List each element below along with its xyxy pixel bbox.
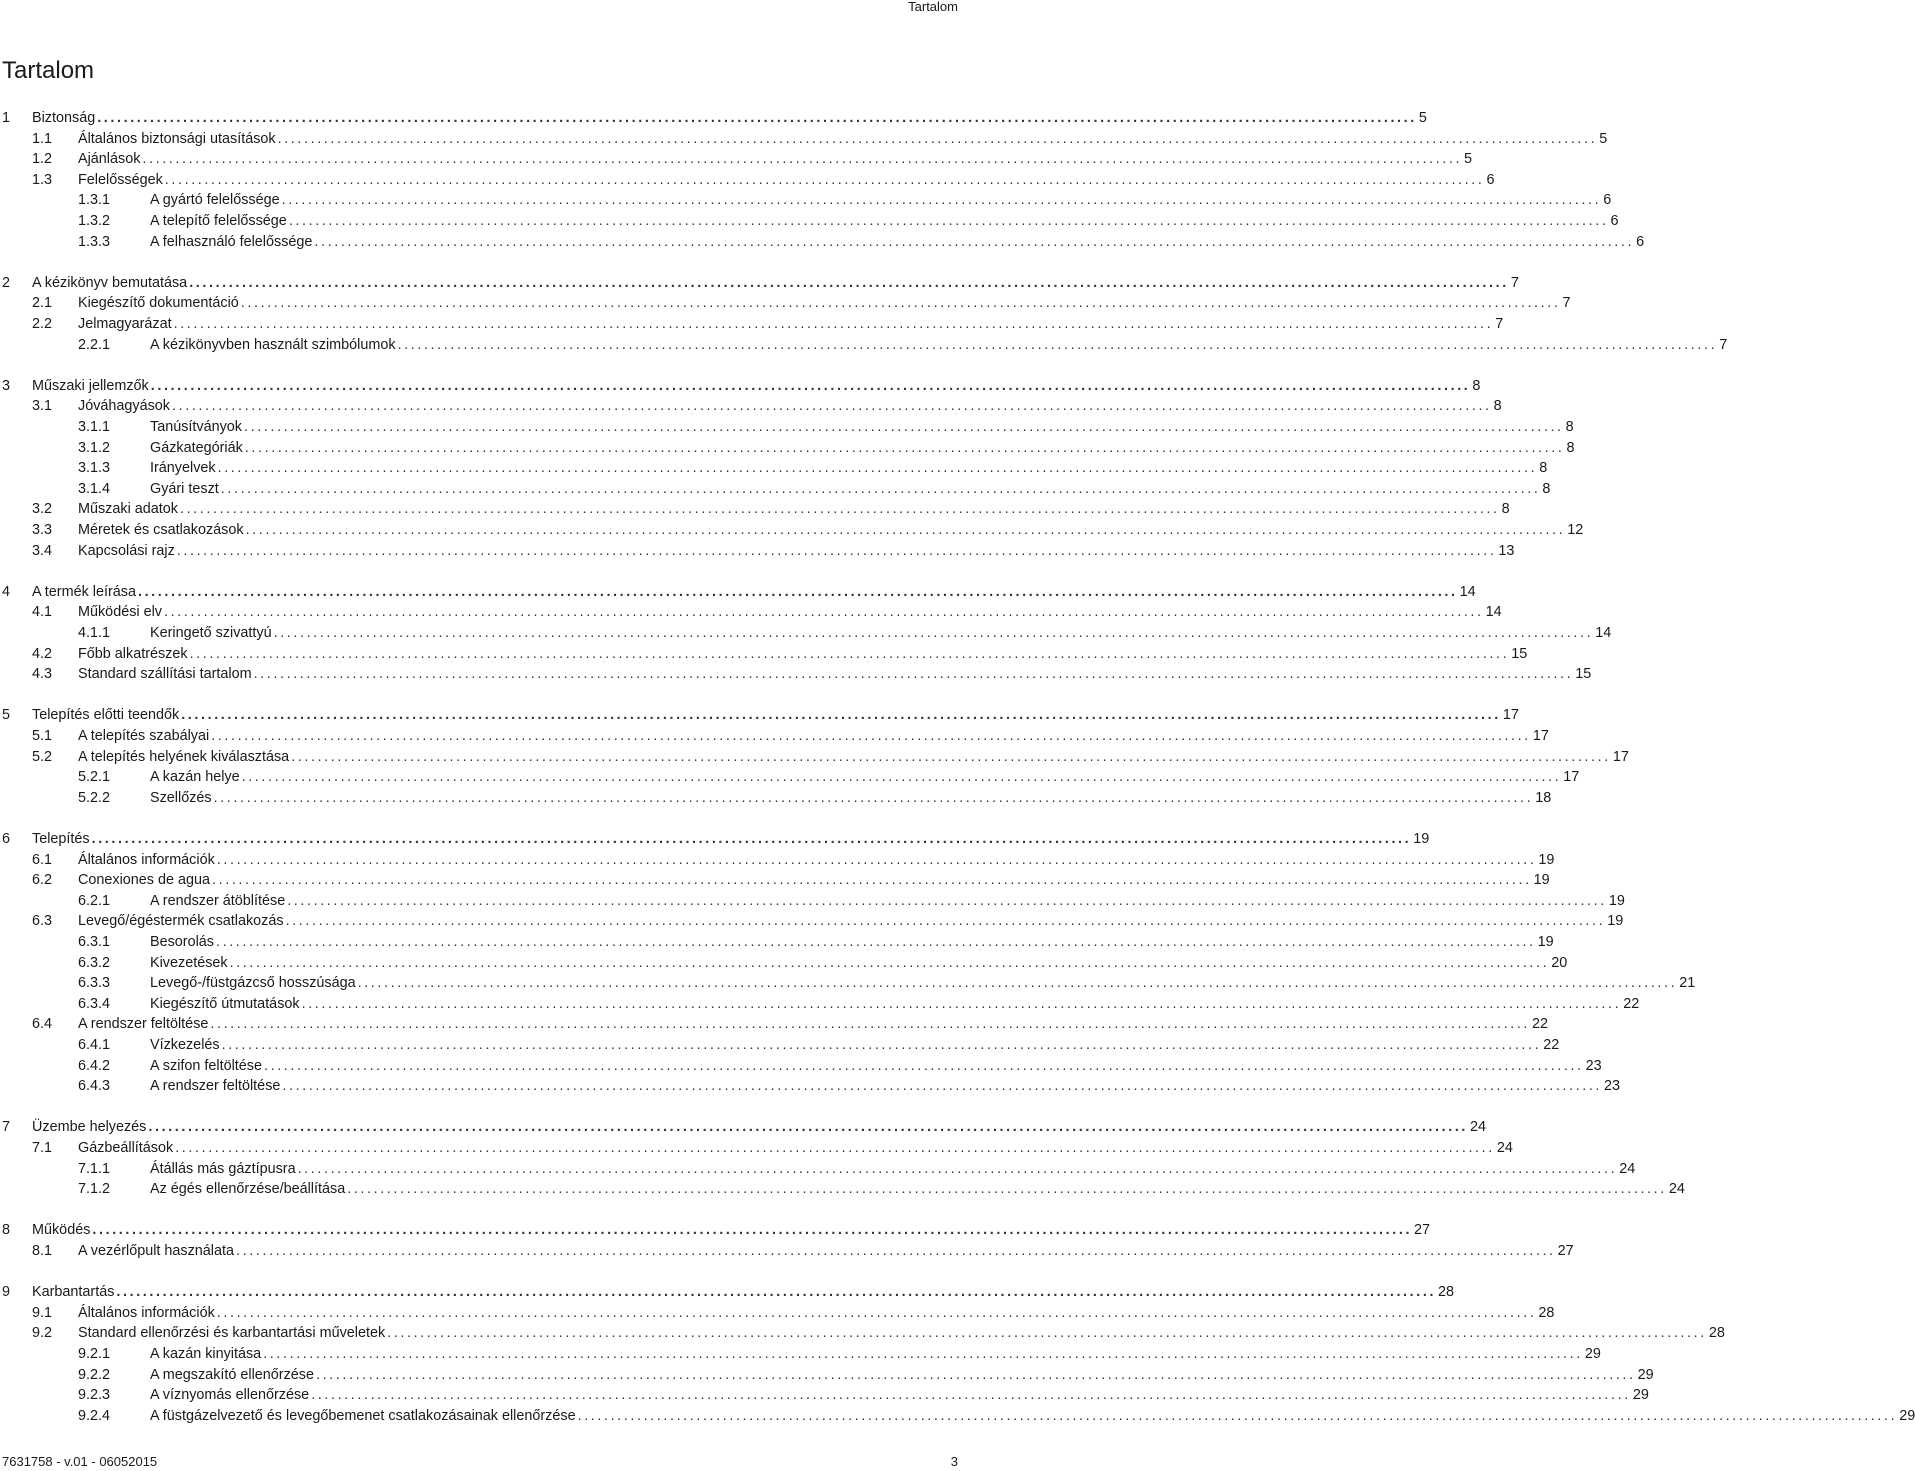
toc-entry-page: 29 <box>1632 1387 1649 1404</box>
toc-entry-1-2[interactable] <box>0 149 1473 170</box>
toc-entry-number: 1.3.2 <box>78 213 111 229</box>
toc-entry-title: Működési elv <box>78 604 162 621</box>
toc-entry-5[interactable] <box>0 705 1519 726</box>
toc-entry-6-4[interactable] <box>0 1014 1549 1035</box>
toc-entry-page: 7 <box>1495 316 1504 332</box>
document-code: 7631758 - v.01 - 06052015 <box>2 1454 158 1469</box>
toc-entry-title: Keringető szivattyú <box>150 625 272 641</box>
toc-entry-page: 27 <box>1414 1222 1431 1239</box>
toc-entry-title: Biztonság <box>32 110 96 126</box>
toc-entry-9-2-1[interactable] <box>0 1344 1601 1365</box>
dot-leader: ........................................................................................................................................................................................................ <box>163 604 1484 621</box>
toc-entry-page: 24 <box>1668 1181 1685 1198</box>
toc-entry-page: 20 <box>1551 954 1568 971</box>
dot-leader: ........................................................................................................................................................................................................ <box>142 151 1463 168</box>
toc-entry-title: Jóváhagyások <box>78 398 171 415</box>
toc-entry-number: 5.2.2 <box>78 789 111 806</box>
page-title: Tartalom <box>2 57 95 84</box>
toc-entry-title: Általános biztonsági utasítások <box>78 130 276 147</box>
toc-entry-number: 4.2 <box>32 645 53 662</box>
toc-entry-page: 5 <box>1418 110 1427 126</box>
toc-entry-page: 6 <box>1636 233 1645 250</box>
toc-entry-number: 2.2.1 <box>78 336 111 353</box>
toc-entry-title: Besorolás <box>150 934 214 950</box>
page-number: 3 <box>950 1454 958 1469</box>
toc-entry-6[interactable] <box>0 829 1430 850</box>
dot-leader: ........................................................................................................................................................................................................ <box>150 377 1471 394</box>
dot-leader: ........................................................................................................................................................................................................ <box>282 1078 1603 1095</box>
dot-leader: ........................................................................................................................................................................................................ <box>116 1284 1437 1301</box>
toc-entry-page: 18 <box>1535 789 1552 806</box>
toc-entry-page: 23 <box>1604 1078 1621 1095</box>
dot-leader: ........................................................................................................................................................................................................ <box>245 522 1566 538</box>
dot-leader: ........................................................................................................................................................................................................ <box>216 934 1536 950</box>
toc-entry-number: 3.1.2 <box>78 439 111 456</box>
toc-entry-6-3-4[interactable] <box>0 994 1640 1015</box>
toc-entry-title: Kiegészítő dokumentáció <box>78 295 239 312</box>
toc-entry-page: 15 <box>1575 666 1592 683</box>
toc-entry-6-1[interactable] <box>0 850 1555 871</box>
toc-entry-5-2-1[interactable] <box>0 767 1580 788</box>
toc-entry-7-1-1[interactable] <box>0 1159 1636 1180</box>
dot-leader: ........................................................................................................................................................................................................ <box>264 1057 1584 1074</box>
toc-entry-title: Ajánlások <box>78 151 141 168</box>
toc-entry-9-2-3[interactable] <box>0 1385 1649 1406</box>
toc-entry-page: 24 <box>1619 1160 1636 1177</box>
toc-entry-title: Szellőzés <box>150 789 212 806</box>
dot-leader: ........................................................................................................................................................................................................ <box>216 851 1537 868</box>
toc-entry-3-4[interactable] <box>0 541 1515 562</box>
toc-entry-7-1-2[interactable] <box>0 1179 1685 1200</box>
toc-entry-title: Telepítés <box>32 831 90 847</box>
toc-entry-title: Karbantartás <box>32 1284 115 1301</box>
toc-entry-page: 15 <box>1511 645 1528 662</box>
toc-entry-number: 6.3.4 <box>78 995 111 1012</box>
toc-entry-2-2-1[interactable] <box>0 335 1728 356</box>
toc-entry-3-1[interactable] <box>0 396 1502 417</box>
toc-entry-number: 6.3.1 <box>78 934 111 950</box>
toc-entry-5-1[interactable] <box>0 726 1549 747</box>
toc-entry-7[interactable] <box>0 1117 1487 1138</box>
toc-entry-number: 6.4 <box>32 1016 53 1033</box>
dot-leader: ........................................................................................................................................................................................................ <box>244 419 1564 435</box>
toc-entry-page: 17 <box>1502 707 1519 724</box>
dot-leader: ........................................................................................................................................................................................................ <box>357 975 1678 992</box>
toc-entry-1-3[interactable] <box>0 170 1495 191</box>
toc-entry-number: 6.4.2 <box>78 1057 111 1074</box>
toc-entry-title: Felelősségek <box>78 171 163 188</box>
dot-leader: ........................................................................................................................................................................................................ <box>253 666 1574 683</box>
toc-entry-title: Működés <box>32 1222 91 1239</box>
toc-entry-title: Kapcsolási rajz <box>78 542 175 559</box>
toc-entry-6-3[interactable] <box>0 911 1624 932</box>
toc-entry-1-3-3[interactable] <box>0 232 1645 253</box>
dot-leader: ........................................................................................................................................................................................................ <box>164 171 1485 188</box>
toc-entry-page: 13 <box>1498 542 1515 559</box>
toc-entry-4-1-1[interactable] <box>0 623 1612 644</box>
dot-leader: ........................................................................................................................................................................................................ <box>240 295 1561 312</box>
toc-entry-title: A rendszer feltöltése <box>78 1016 209 1033</box>
toc-entry-page: 29 <box>1584 1346 1601 1362</box>
dot-leader: ........................................................................................................................................................................................................ <box>236 1243 1556 1259</box>
toc-entry-page: 23 <box>1585 1057 1602 1074</box>
toc-entry-3-1-4[interactable] <box>0 479 1551 500</box>
toc-entry-8-1[interactable] <box>0 1241 1574 1262</box>
toc-entry-title: Gázkategóriák <box>150 439 243 456</box>
toc-entry-title: A kézikönyvben használt szimbólumok <box>150 336 396 353</box>
toc-entry-title: A termék leírása <box>32 583 136 600</box>
toc-entry-6-4-1[interactable] <box>0 1035 1560 1056</box>
toc-entry-page: 8 <box>1493 398 1502 415</box>
toc-entry-2-2[interactable] <box>0 314 1504 335</box>
toc-entry-page: 19 <box>1538 851 1555 868</box>
toc-entry-number: 6.2 <box>32 872 53 889</box>
toc-entry-6-2[interactable] <box>0 870 1550 891</box>
dot-leader: ........................................................................................................................................................................................................ <box>273 625 1594 641</box>
dot-leader: ........................................................................................................................................................................................................ <box>221 1037 1542 1053</box>
toc-entry-title: Az égés ellenőrzése/beállítása <box>150 1181 346 1198</box>
toc-entry-page: 8 <box>1566 439 1575 456</box>
toc-entry-number: 9.1 <box>32 1304 53 1321</box>
toc-entry-number: 6.4.1 <box>78 1037 111 1053</box>
toc-entry-page: 22 <box>1543 1037 1560 1053</box>
toc-entry-number: 5.2 <box>32 748 53 765</box>
dot-leader: ........................................................................................................................................................................................................ <box>301 995 1622 1012</box>
dot-leader: ........................................................................................................................................................................................................ <box>229 954 1550 971</box>
toc-entry-number: 7.1.2 <box>78 1181 111 1198</box>
toc-entry-7-1[interactable] <box>0 1138 1513 1159</box>
toc-entry-4-2[interactable] <box>0 644 1528 665</box>
toc-entry-6-3-3[interactable] <box>0 973 1696 994</box>
toc-entry-page: 5 <box>1599 130 1608 147</box>
toc-entry-page: 21 <box>1679 975 1696 992</box>
toc-entry-number: 4 <box>2 583 11 600</box>
toc-entry-number: 9.2.2 <box>78 1366 111 1383</box>
toc-entry-number: 1.3.1 <box>78 192 111 209</box>
dot-leader: ........................................................................................................................................................................................................ <box>213 789 1534 806</box>
toc-entry-title: A telepítés helyének kiválasztása <box>78 748 290 765</box>
toc-entry-number: 3.1.1 <box>78 419 111 435</box>
toc-entry-number: 2.2 <box>32 316 53 332</box>
toc-entry-number: 7.1 <box>32 1140 53 1156</box>
toc-entry-title: A rendszer feltöltése <box>150 1078 281 1095</box>
toc-entry-page: 29 <box>1637 1366 1654 1383</box>
toc-entry-number: 9.2.1 <box>78 1346 111 1362</box>
toc-entry-6-3-2[interactable] <box>0 953 1568 974</box>
toc-entry-title: Tanúsítványok <box>150 419 242 435</box>
dot-leader: ........................................................................................................................................................................................................ <box>189 645 1510 662</box>
toc-entry-page: 14 <box>1459 583 1476 600</box>
toc-entry-page: 22 <box>1623 995 1640 1012</box>
dot-leader: ........................................................................................................................................................................................................ <box>244 439 1565 456</box>
toc-entry-number: 4.3 <box>32 666 53 683</box>
toc-entry-3-1-1[interactable] <box>0 417 1574 438</box>
toc-entry-number: 6.3 <box>32 913 53 930</box>
toc-entry-page: 28 <box>1708 1325 1725 1342</box>
dot-leader: ........................................................................................................................................................................................................ <box>212 872 1532 889</box>
toc-entry-number: 9.2.3 <box>78 1387 111 1404</box>
toc-entry-9[interactable] <box>0 1282 1455 1303</box>
toc-entry-3-1-2[interactable] <box>0 438 1575 459</box>
toc-entry-number: 1.3.3 <box>78 233 111 250</box>
toc-entry-number: 3.1.4 <box>78 480 111 497</box>
toc-entry-page: 5 <box>1464 151 1473 168</box>
dot-leader: ........................................................................................................................................................................................................ <box>91 831 1412 847</box>
toc-entry-number: 1.1 <box>32 130 53 147</box>
toc-entry-3-2[interactable] <box>0 499 1510 520</box>
running-header: Tartalom <box>908 0 958 14</box>
toc-entry-page: 28 <box>1438 1284 1455 1301</box>
toc-entry-page: 8 <box>1565 419 1574 435</box>
toc-entry-number: 6.3.3 <box>78 975 111 992</box>
dot-leader: ........................................................................................................................................................................................................ <box>175 1140 1495 1156</box>
toc-entry-1[interactable] <box>0 108 1427 129</box>
toc-entry-4[interactable] <box>0 582 1476 603</box>
toc-entry-title: Jelmagyarázat <box>78 316 172 332</box>
toc-entry-page: 17 <box>1532 728 1549 744</box>
toc-entry-number: 1 <box>2 110 11 126</box>
toc-entry-page: 7 <box>1719 336 1728 353</box>
toc-entry-number: 7 <box>2 1119 11 1136</box>
toc-entry-title: Telepítés előtti teendők <box>32 707 180 724</box>
dot-leader: ........................................................................................................................................................................................................ <box>148 1119 1469 1136</box>
toc-entry-number: 7.1.1 <box>78 1160 111 1177</box>
toc-entry-title: Kivezetések <box>150 954 228 971</box>
dot-leader: ........................................................................................................................................................................................................ <box>92 1222 1413 1239</box>
dot-leader: ........................................................................................................................................................................................................ <box>311 1387 1631 1404</box>
toc-entry-title: A rendszer átöblítése <box>150 892 286 909</box>
dot-leader: ........................................................................................................................................................................................................ <box>217 460 1538 477</box>
toc-entry-4-3[interactable] <box>0 664 1592 685</box>
toc-entry-number: 2 <box>2 274 11 291</box>
dot-leader: ........................................................................................................................................................................................................ <box>210 1016 1531 1033</box>
toc-entry-title: A kazán helye <box>150 769 240 786</box>
toc-entry-title: Levegő-/füstgázcső hosszúsága <box>150 975 356 992</box>
toc-entry-page: 24 <box>1470 1119 1487 1136</box>
toc-entry-title: Méretek és csatlakozások <box>78 522 244 538</box>
toc-entry-page: 17 <box>1612 748 1629 765</box>
dot-leader: ........................................................................................................................................................................................................ <box>291 748 1611 765</box>
toc-entry-page: 29 <box>1899 1407 1915 1424</box>
toc-entry-page: 27 <box>1557 1243 1574 1259</box>
toc-entry-number: 8 <box>2 1222 11 1239</box>
toc-entry-9-2[interactable] <box>0 1323 1725 1344</box>
toc-entry-page: 19 <box>1533 872 1550 889</box>
dot-leader: ........................................................................................................................................................................................................ <box>277 130 1598 147</box>
dot-leader: ........................................................................................................................................................................................................ <box>347 1181 1667 1198</box>
toc-entry-page: 8 <box>1472 377 1481 394</box>
toc-entry-number: 5.1 <box>32 728 53 744</box>
toc-entry-page: 8 <box>1539 460 1548 477</box>
toc-entry-page: 12 <box>1567 522 1584 538</box>
toc-entry-page: 24 <box>1496 1140 1513 1156</box>
dot-leader: ........................................................................................................................................................................................................ <box>176 542 1497 559</box>
dot-leader: ........................................................................................................................................................................................................ <box>281 192 1602 209</box>
toc-entry-title: Általános információk <box>78 1304 215 1321</box>
dot-leader: ........................................................................................................................................................................................................ <box>220 480 1541 497</box>
toc-entry-9-2-2[interactable] <box>0 1365 1654 1386</box>
toc-entry-page: 22 <box>1532 1016 1549 1033</box>
toc-entry-number: 3.1 <box>32 398 53 415</box>
toc-entry-title: A telepítés szabályai <box>78 728 210 744</box>
toc-entry-title: A víznyomás ellenőrzése <box>150 1387 310 1404</box>
toc-entry-title: A felhasználó felelőssége <box>150 233 313 250</box>
toc-entry-3-1-3[interactable] <box>0 458 1548 479</box>
toc-entry-title: A megszakító ellenőrzése <box>150 1366 314 1383</box>
toc-entry-number: 3.1.3 <box>78 460 111 477</box>
dot-leader: ........................................................................................................................................................................................................ <box>297 1160 1618 1177</box>
toc-entry-1-3-1[interactable] <box>0 190 1612 211</box>
dot-leader: ........................................................................................................................................................................................................ <box>314 233 1635 250</box>
toc-entry-page: 17 <box>1563 769 1580 786</box>
dot-leader: ........................................................................................................................................................................................................ <box>181 707 1501 724</box>
dot-leader: ........................................................................................................................................................................................................ <box>189 274 1509 291</box>
dot-leader: ........................................................................................................................................................................................................ <box>173 316 1494 332</box>
dot-leader: ........................................................................................................................................................................................................ <box>241 769 1562 786</box>
toc-entry-page: 8 <box>1542 480 1551 497</box>
toc-entry-page: 8 <box>1501 501 1510 518</box>
toc-entry-page: 19 <box>1413 831 1430 847</box>
dot-leader: ........................................................................................................................................................................................................ <box>315 1366 1636 1383</box>
toc-entry-page: 6 <box>1486 171 1495 188</box>
toc-entry-title: Általános információk <box>78 851 215 868</box>
toc-entry-2[interactable] <box>0 273 1519 294</box>
toc-entry-title: A gyártó felelőssége <box>150 192 280 209</box>
toc-entry-5-2[interactable] <box>0 747 1629 768</box>
toc-entry-page: 19 <box>1608 892 1625 909</box>
toc-entry-number: 3 <box>2 377 11 394</box>
toc-entry-number: 9.2 <box>32 1325 53 1342</box>
toc-entry-number: 9 <box>2 1284 11 1301</box>
toc-entry-number: 3.3 <box>32 522 53 538</box>
dot-leader: ........................................................................................................................................................................................................ <box>287 892 1607 909</box>
toc-entry-title: Üzembe helyezés <box>32 1119 147 1136</box>
toc-entry-number: 4.1.1 <box>78 625 111 641</box>
toc-entry-6-4-3[interactable] <box>0 1076 1621 1097</box>
toc-entry-page: 6 <box>1610 213 1619 229</box>
toc-entry-page: 7 <box>1562 295 1571 312</box>
toc-entry-title: A kézikönyv bemutatása <box>32 274 188 291</box>
dot-leader: ........................................................................................................................................................................................................ <box>216 1304 1537 1321</box>
toc-entry-page: 19 <box>1537 934 1554 950</box>
dot-leader: ........................................................................................................................................................................................................ <box>179 501 1500 518</box>
dot-leader: ........................................................................................................................................................................................................ <box>263 1346 1583 1362</box>
toc-entry-title: A telepítő felelőssége <box>150 213 287 229</box>
toc-entry-number: 6.2.1 <box>78 892 111 909</box>
toc-entry-title: Standard szállítási tartalom <box>78 666 252 683</box>
dot-leader: ........................................................................................................................................................................................................ <box>387 1325 1707 1342</box>
toc-entry-number: 2.1 <box>32 295 53 312</box>
toc-entry-number: 1.3 <box>32 171 53 188</box>
toc-entry-number: 9.2.4 <box>78 1407 111 1424</box>
toc-entry-title: Átállás más gáztípusra <box>150 1160 296 1177</box>
dot-leader: ........................................................................................................................................................................................................ <box>97 110 1417 126</box>
dot-leader: ........................................................................................................................................................................................................ <box>577 1407 1898 1424</box>
dot-leader: ........................................................................................................................................................................................................ <box>288 213 1609 229</box>
toc-entry-page: 7 <box>1510 274 1519 291</box>
toc-entry-number: 6.4.3 <box>78 1078 111 1095</box>
toc-entry-number: 3.4 <box>32 542 53 559</box>
toc-entry-9-1[interactable] <box>0 1303 1555 1324</box>
toc-entry-title: A kazán kinyitása <box>150 1346 262 1362</box>
toc-entry-title: A füstgázelvezető és levegőbemenet csatlakozásainak ellenőrzése <box>150 1407 576 1424</box>
toc-entry-title: Vízkezelés <box>150 1037 220 1053</box>
toc-entry-number: 4.1 <box>32 604 53 621</box>
toc-entry-8[interactable] <box>0 1220 1431 1241</box>
toc-entry-title: Irányelvek <box>150 460 216 477</box>
toc-entry-number: 8.1 <box>32 1243 53 1259</box>
toc-entry-title: Műszaki jellemzők <box>32 377 149 394</box>
toc-entry-9-2-4[interactable] <box>0 1406 1915 1427</box>
toc-entry-page: 14 <box>1595 625 1612 641</box>
dot-leader: ........................................................................................................................................................................................................ <box>211 728 1531 744</box>
toc-entry-number: 6.1 <box>32 851 53 868</box>
toc-entry-number: 5 <box>2 707 11 724</box>
toc-entry-title: A szifon feltöltése <box>150 1057 262 1074</box>
toc-entry-3[interactable] <box>0 376 1481 397</box>
dot-leader: ........................................................................................................................................................................................................ <box>137 583 1458 600</box>
toc-entry-6-2-1[interactable] <box>0 891 1625 912</box>
toc-entry-title: Műszaki adatok <box>78 501 178 518</box>
toc-entry-title: Conexiones de agua <box>78 872 211 889</box>
toc-entry-page: 6 <box>1603 192 1612 209</box>
toc-entry-6-4-2[interactable] <box>0 1056 1602 1077</box>
toc-entry-number: 5.2.1 <box>78 769 111 786</box>
toc-entry-1-3-2[interactable] <box>0 211 1619 232</box>
toc-entry-6-3-1[interactable] <box>0 932 1554 953</box>
toc-entry-4-1[interactable] <box>0 602 1502 623</box>
toc-entry-title: Gyári teszt <box>150 480 219 497</box>
toc-entry-number: 6.3.2 <box>78 954 111 971</box>
toc-entry-1-1[interactable] <box>0 129 1608 150</box>
toc-entry-number: 3.2 <box>32 501 53 518</box>
toc-entry-title: Levegő/égéstermék csatlakozás <box>78 913 284 930</box>
toc-entry-title: Gázbeállítások <box>78 1140 174 1156</box>
toc-entry-5-2-2[interactable] <box>0 788 1552 809</box>
toc-entry-3-3[interactable] <box>0 520 1584 541</box>
toc-entry-number: 1.2 <box>32 151 53 168</box>
toc-entry-page: 19 <box>1607 913 1624 930</box>
toc-entry-title: Főbb alkatrészek <box>78 645 188 662</box>
toc-entry-number: 6 <box>2 831 11 847</box>
dot-leader: ........................................................................................................................................................................................................ <box>285 913 1606 930</box>
toc-entry-title: A vezérlőpult használata <box>78 1243 234 1259</box>
dot-leader: ........................................................................................................................................................................................................ <box>172 398 1492 415</box>
toc-entry-title: Standard ellenőrzési és karbantartási műveletek <box>78 1325 386 1342</box>
dot-leader: ........................................................................................................................................................................................................ <box>397 336 1718 353</box>
toc-entry-2-1[interactable] <box>0 293 1571 314</box>
toc-entry-page: 28 <box>1538 1304 1555 1321</box>
toc-entry-title: Kiegészítő útmutatások <box>150 995 300 1012</box>
toc-entry-page: 14 <box>1485 604 1502 621</box>
